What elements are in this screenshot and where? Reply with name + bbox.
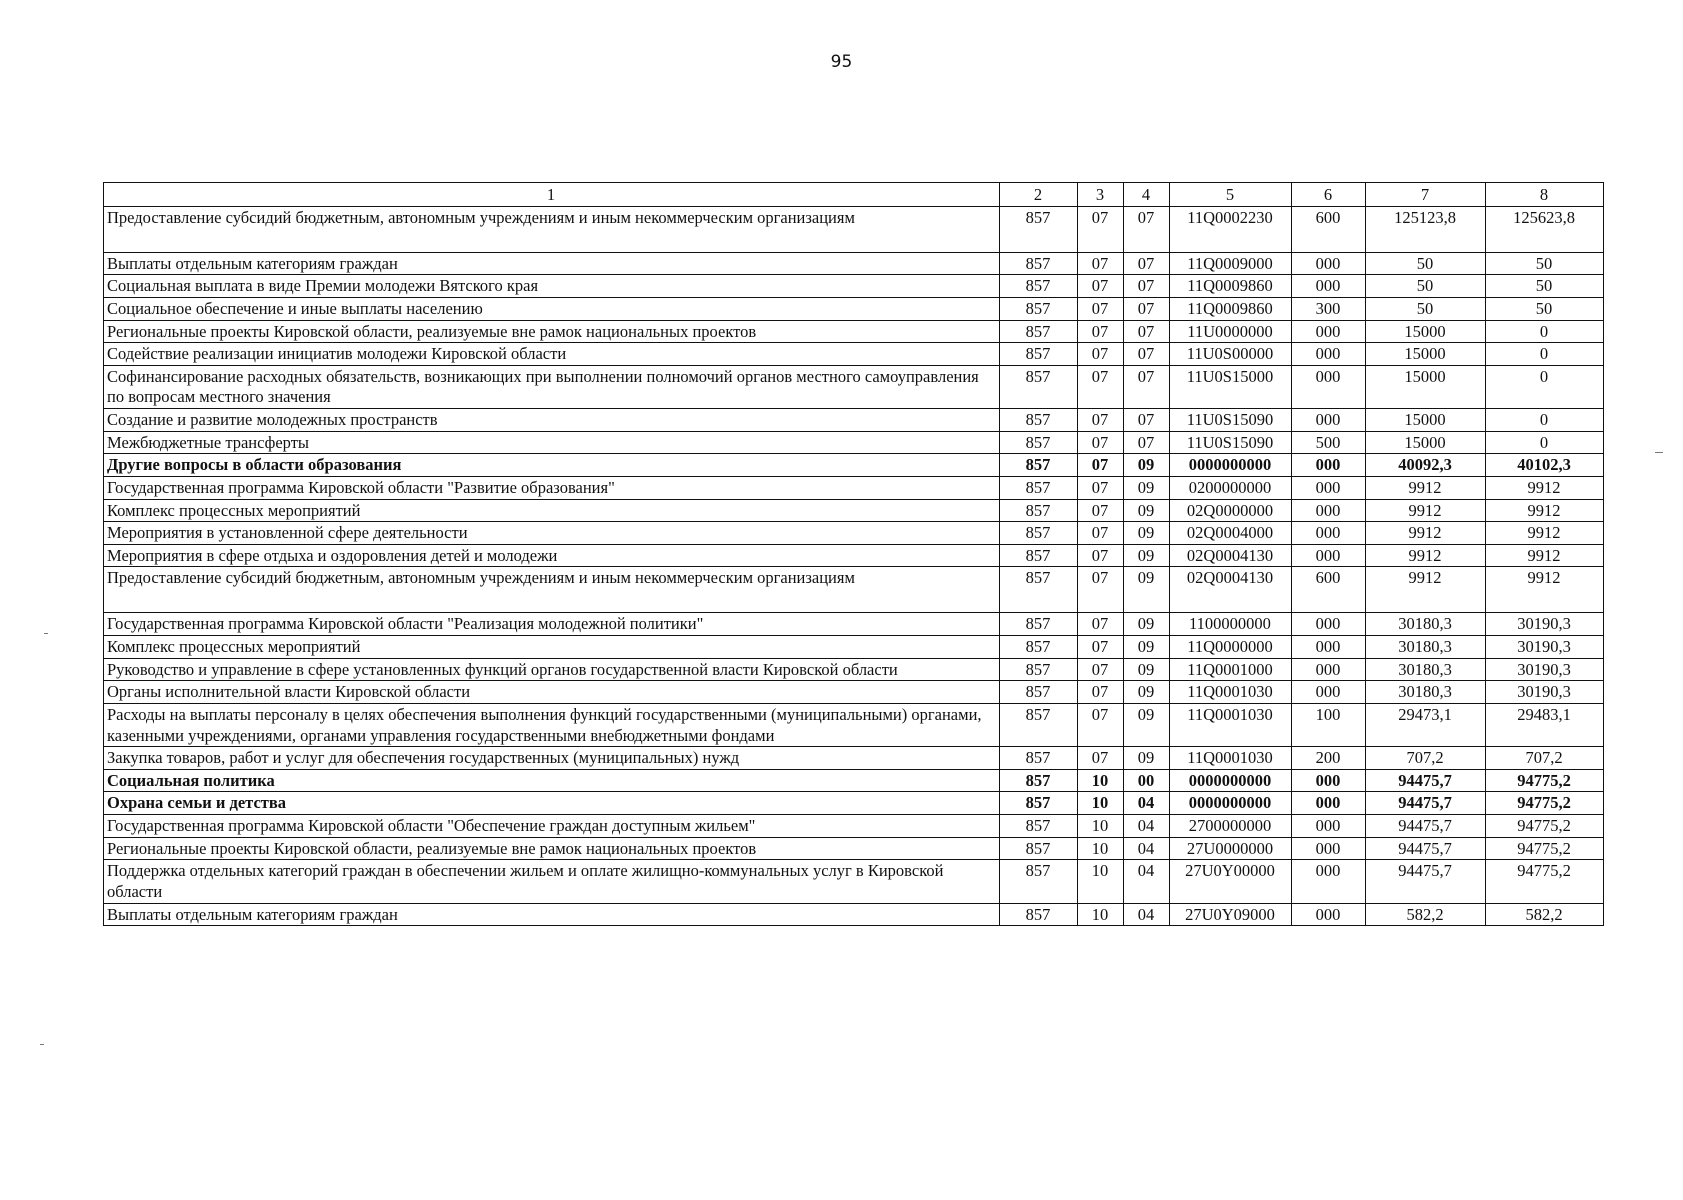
amount-year1-cell: 30180,3 [1366,636,1486,659]
row-name-cell: Региональные проекты Кировской области, реализуемые вне рамок национальных проектов [104,320,1000,343]
target-article-cell: 02Q0004000 [1170,522,1292,545]
row-name-cell: Другие вопросы в области образования [104,454,1000,477]
section-code-cell: 07 [1078,544,1124,567]
amount-year1-cell: 15000 [1366,409,1486,432]
subsection-code-cell: 07 [1124,297,1170,320]
subsection-code-cell: 07 [1124,206,1170,252]
ministry-code-cell: 857 [1000,681,1078,704]
expense-type-cell: 000 [1292,252,1366,275]
expense-type-cell: 000 [1292,613,1366,636]
amount-year1-cell: 29473,1 [1366,703,1486,746]
expense-type-cell: 000 [1292,320,1366,343]
table-row [104,454,1604,477]
subsection-code-cell: 09 [1124,544,1170,567]
expense-type-cell: 000 [1292,769,1366,792]
subsection-code-cell: 07 [1124,431,1170,454]
row-name-cell: Содействие реализации инициатив молодежи Кировской области [104,343,1000,366]
ministry-code-cell: 857 [1000,409,1078,432]
table-row [104,613,1604,636]
amount-year2-cell: 29483,1 [1486,703,1604,746]
row-name-cell: Создание и развитие молодежных пространств [104,409,1000,432]
target-article-cell: 2700000000 [1170,815,1292,838]
amount-year1-cell: 94475,7 [1366,860,1486,903]
ministry-code-cell: 857 [1000,320,1078,343]
amount-year1-cell: 15000 [1366,343,1486,366]
amount-year2-cell: 0 [1486,431,1604,454]
amount-year2-cell: 94775,2 [1486,837,1604,860]
subsection-code-cell: 04 [1124,792,1170,815]
column-header: 7 [1366,183,1486,207]
amount-year1-cell: 30180,3 [1366,658,1486,681]
table-row [104,206,1604,252]
ministry-code-cell: 857 [1000,476,1078,499]
subsection-code-cell: 04 [1124,903,1170,926]
section-code-cell: 07 [1078,747,1124,770]
amount-year2-cell: 94775,2 [1486,860,1604,903]
expense-type-cell: 000 [1292,275,1366,298]
row-name-cell: Предоставление субсидий бюджетным, автономным учреждениям и иным некоммерческим организациям [104,567,1000,613]
amount-year1-cell: 15000 [1366,431,1486,454]
amount-year1-cell: 40092,3 [1366,454,1486,477]
table-row [104,636,1604,659]
section-code-cell: 07 [1078,636,1124,659]
row-name-cell: Руководство и управление в сфере установленных функций органов государственной власти Кировской области [104,658,1000,681]
amount-year2-cell: 50 [1486,252,1604,275]
section-code-cell: 07 [1078,499,1124,522]
subsection-code-cell: 09 [1124,454,1170,477]
table-row [104,499,1604,522]
table-row [104,297,1604,320]
column-header: 6 [1292,183,1366,207]
ministry-code-cell: 857 [1000,658,1078,681]
amount-year2-cell: 94775,2 [1486,815,1604,838]
subsection-code-cell: 09 [1124,499,1170,522]
amount-year2-cell: 582,2 [1486,903,1604,926]
target-article-cell: 0000000000 [1170,792,1292,815]
table-header-row [104,183,1604,207]
expense-type-cell: 000 [1292,409,1366,432]
amount-year2-cell: 0 [1486,343,1604,366]
expense-type-cell: 000 [1292,815,1366,838]
column-header: 8 [1486,183,1604,207]
amount-year1-cell: 9912 [1366,544,1486,567]
table-row [104,703,1604,746]
ministry-code-cell: 857 [1000,297,1078,320]
table-row [104,431,1604,454]
subsection-code-cell: 07 [1124,343,1170,366]
expense-type-cell: 000 [1292,837,1366,860]
amount-year2-cell: 30190,3 [1486,636,1604,659]
amount-year2-cell: 9912 [1486,476,1604,499]
budget-table [103,182,1604,926]
subsection-code-cell: 09 [1124,567,1170,613]
amount-year2-cell: 9912 [1486,499,1604,522]
target-article-cell: 02Q0000000 [1170,499,1292,522]
column-header: 1 [104,183,1000,207]
column-header: 3 [1078,183,1124,207]
expense-type-cell: 000 [1292,454,1366,477]
ministry-code-cell: 857 [1000,499,1078,522]
section-code-cell: 10 [1078,792,1124,815]
target-article-cell: 11Q0009860 [1170,275,1292,298]
target-article-cell: 11Q0001000 [1170,658,1292,681]
row-name-cell: Социальная политика [104,769,1000,792]
section-code-cell: 07 [1078,613,1124,636]
amount-year2-cell: 94775,2 [1486,769,1604,792]
amount-year1-cell: 30180,3 [1366,613,1486,636]
target-article-cell: 11U0S15000 [1170,365,1292,408]
section-code-cell: 07 [1078,343,1124,366]
row-name-cell: Охрана семьи и детства [104,792,1000,815]
table-row [104,903,1604,926]
section-code-cell: 07 [1078,206,1124,252]
table-row [104,365,1604,408]
row-name-cell: Государственная программа Кировской области "Обеспечение граждан доступным жильем" [104,815,1000,838]
row-name-cell: Социальная выплата в виде Премии молодежи Вятского края [104,275,1000,298]
column-header: 5 [1170,183,1292,207]
section-code-cell: 07 [1078,431,1124,454]
subsection-code-cell: 04 [1124,860,1170,903]
ministry-code-cell: 857 [1000,815,1078,838]
expense-type-cell: 000 [1292,365,1366,408]
amount-year2-cell: 0 [1486,365,1604,408]
row-name-cell: Поддержка отдельных категорий граждан в обеспечении жильем и оплате жилищно-коммунальных услуг в Кировской области [104,860,1000,903]
amount-year1-cell: 50 [1366,275,1486,298]
table-row [104,815,1604,838]
section-code-cell: 07 [1078,252,1124,275]
amount-year2-cell: 30190,3 [1486,658,1604,681]
section-code-cell: 07 [1078,275,1124,298]
amount-year1-cell: 94475,7 [1366,769,1486,792]
amount-year2-cell: 0 [1486,320,1604,343]
amount-year2-cell: 9912 [1486,544,1604,567]
scan-mark [44,633,48,634]
amount-year1-cell: 94475,7 [1366,792,1486,815]
expense-type-cell: 300 [1292,297,1366,320]
ministry-code-cell: 857 [1000,206,1078,252]
section-code-cell: 07 [1078,681,1124,704]
amount-year2-cell: 40102,3 [1486,454,1604,477]
section-code-cell: 07 [1078,522,1124,545]
ministry-code-cell: 857 [1000,365,1078,408]
section-code-cell: 07 [1078,703,1124,746]
ministry-code-cell: 857 [1000,252,1078,275]
ministry-code-cell: 857 [1000,837,1078,860]
expense-type-cell: 200 [1292,747,1366,770]
scan-mark [40,1044,44,1045]
column-header: 4 [1124,183,1170,207]
section-code-cell: 07 [1078,297,1124,320]
target-article-cell: 11Q0009860 [1170,297,1292,320]
amount-year2-cell: 50 [1486,275,1604,298]
section-code-cell: 10 [1078,769,1124,792]
section-code-cell: 10 [1078,860,1124,903]
column-header: 2 [1000,183,1078,207]
expense-type-cell: 000 [1292,658,1366,681]
section-code-cell: 07 [1078,320,1124,343]
amount-year2-cell: 9912 [1486,522,1604,545]
expense-type-cell: 000 [1292,522,1366,545]
expense-type-cell: 600 [1292,567,1366,613]
expense-type-cell: 500 [1292,431,1366,454]
subsection-code-cell: 09 [1124,681,1170,704]
table-body [104,206,1604,926]
target-article-cell: 02Q0004130 [1170,544,1292,567]
target-article-cell: 0000000000 [1170,454,1292,477]
section-code-cell: 07 [1078,365,1124,408]
target-article-cell: 27U0000000 [1170,837,1292,860]
amount-year1-cell: 9912 [1366,567,1486,613]
ministry-code-cell: 857 [1000,275,1078,298]
row-name-cell: Органы исполнительной власти Кировской области [104,681,1000,704]
target-article-cell: 11Q0001030 [1170,703,1292,746]
target-article-cell: 11Q0001030 [1170,747,1292,770]
ministry-code-cell: 857 [1000,792,1078,815]
amount-year2-cell: 30190,3 [1486,681,1604,704]
table-row [104,275,1604,298]
target-article-cell: 11U0S00000 [1170,343,1292,366]
ministry-code-cell: 857 [1000,431,1078,454]
amount-year1-cell: 30180,3 [1366,681,1486,704]
section-code-cell: 07 [1078,658,1124,681]
row-name-cell: Межбюджетные трансферты [104,431,1000,454]
expense-type-cell: 000 [1292,476,1366,499]
ministry-code-cell: 857 [1000,454,1078,477]
amount-year1-cell: 15000 [1366,320,1486,343]
subsection-code-cell: 09 [1124,613,1170,636]
table-row [104,567,1604,613]
expense-type-cell: 000 [1292,860,1366,903]
ministry-code-cell: 857 [1000,703,1078,746]
row-name-cell: Мероприятия в сфере отдыха и оздоровления детей и молодежи [104,544,1000,567]
subsection-code-cell: 09 [1124,522,1170,545]
section-code-cell: 07 [1078,476,1124,499]
table-row [104,792,1604,815]
row-name-cell: Предоставление субсидий бюджетным, автономным учреждениям и иным некоммерческим организациям [104,206,1000,252]
target-article-cell: 0200000000 [1170,476,1292,499]
amount-year1-cell: 9912 [1366,476,1486,499]
row-name-cell: Выплаты отдельным категориям граждан [104,903,1000,926]
row-name-cell: Закупка товаров, работ и услуг для обеспечения государственных (муниципальных) нужд [104,747,1000,770]
subsection-code-cell: 07 [1124,320,1170,343]
table-row [104,476,1604,499]
ministry-code-cell: 857 [1000,343,1078,366]
table-row [104,409,1604,432]
table-row [104,522,1604,545]
subsection-code-cell: 07 [1124,409,1170,432]
expense-type-cell: 000 [1292,343,1366,366]
amount-year2-cell: 9912 [1486,567,1604,613]
table-row [104,769,1604,792]
section-code-cell: 07 [1078,567,1124,613]
row-name-cell: Государственная программа Кировской области "Развитие образования" [104,476,1000,499]
amount-year1-cell: 15000 [1366,365,1486,408]
section-code-cell: 07 [1078,454,1124,477]
table-row [104,658,1604,681]
target-article-cell: 0000000000 [1170,769,1292,792]
row-name-cell: Расходы на выплаты персоналу в целях обеспечения выполнения функций государственными (муниципальными) органами, казенными учреждениями, органами управления государственными внебюджетными фондами [104,703,1000,746]
scan-mark [1655,452,1663,453]
row-name-cell: Мероприятия в установленной сфере деятельности [104,522,1000,545]
ministry-code-cell: 857 [1000,613,1078,636]
expense-type-cell: 000 [1292,681,1366,704]
amount-year2-cell: 0 [1486,409,1604,432]
ministry-code-cell: 857 [1000,769,1078,792]
row-name-cell: Региональные проекты Кировской области, реализуемые вне рамок национальных проектов [104,837,1000,860]
ministry-code-cell: 857 [1000,567,1078,613]
amount-year2-cell: 50 [1486,297,1604,320]
section-code-cell: 10 [1078,815,1124,838]
amount-year1-cell: 582,2 [1366,903,1486,926]
amount-year1-cell: 707,2 [1366,747,1486,770]
amount-year1-cell: 50 [1366,252,1486,275]
expense-type-cell: 000 [1292,903,1366,926]
subsection-code-cell: 09 [1124,747,1170,770]
table-row [104,320,1604,343]
subsection-code-cell: 09 [1124,476,1170,499]
subsection-code-cell: 07 [1124,275,1170,298]
row-name-cell: Комплекс процессных мероприятий [104,636,1000,659]
target-article-cell: 11U0000000 [1170,320,1292,343]
target-article-cell: 1100000000 [1170,613,1292,636]
section-code-cell: 07 [1078,409,1124,432]
amount-year2-cell: 94775,2 [1486,792,1604,815]
amount-year2-cell: 30190,3 [1486,613,1604,636]
amount-year2-cell: 125623,8 [1486,206,1604,252]
ministry-code-cell: 857 [1000,636,1078,659]
row-name-cell: Государственная программа Кировской области "Реализация молодежной политики" [104,613,1000,636]
amount-year1-cell: 50 [1366,297,1486,320]
subsection-code-cell: 07 [1124,365,1170,408]
table-row [104,860,1604,903]
expense-type-cell: 000 [1292,499,1366,522]
amount-year2-cell: 707,2 [1486,747,1604,770]
row-name-cell: Социальное обеспечение и иные выплаты населению [104,297,1000,320]
table-row [104,681,1604,704]
subsection-code-cell: 04 [1124,815,1170,838]
section-code-cell: 10 [1078,903,1124,926]
subsection-code-cell: 09 [1124,636,1170,659]
row-name-cell: Софинансирование расходных обязательств, возникающих при выполнении полномочий органов местного самоуправления по вопросам местного значения [104,365,1000,408]
ministry-code-cell: 857 [1000,903,1078,926]
table-row [104,252,1604,275]
target-article-cell: 11Q0000000 [1170,636,1292,659]
target-article-cell: 02Q0004130 [1170,567,1292,613]
expense-type-cell: 000 [1292,544,1366,567]
row-name-cell: Комплекс процессных мероприятий [104,499,1000,522]
table-row [104,837,1604,860]
amount-year1-cell: 9912 [1366,499,1486,522]
row-name-cell: Выплаты отдельным категориям граждан [104,252,1000,275]
target-article-cell: 11Q0002230 [1170,206,1292,252]
target-article-cell: 11U0S15090 [1170,409,1292,432]
amount-year1-cell: 9912 [1366,522,1486,545]
expense-type-cell: 100 [1292,703,1366,746]
subsection-code-cell: 04 [1124,837,1170,860]
subsection-code-cell: 00 [1124,769,1170,792]
subsection-code-cell: 09 [1124,658,1170,681]
table-row [104,343,1604,366]
ministry-code-cell: 857 [1000,522,1078,545]
subsection-code-cell: 09 [1124,703,1170,746]
target-article-cell: 11Q0009000 [1170,252,1292,275]
target-article-cell: 27U0Y09000 [1170,903,1292,926]
amount-year1-cell: 94475,7 [1366,815,1486,838]
amount-year1-cell: 125123,8 [1366,206,1486,252]
expense-type-cell: 000 [1292,792,1366,815]
ministry-code-cell: 857 [1000,544,1078,567]
ministry-code-cell: 857 [1000,747,1078,770]
subsection-code-cell: 07 [1124,252,1170,275]
table-row [104,544,1604,567]
target-article-cell: 11Q0001030 [1170,681,1292,704]
table-row [104,747,1604,770]
target-article-cell: 27U0Y00000 [1170,860,1292,903]
expense-type-cell: 000 [1292,636,1366,659]
expense-type-cell: 600 [1292,206,1366,252]
amount-year1-cell: 94475,7 [1366,837,1486,860]
page-number: 95 [830,52,853,72]
ministry-code-cell: 857 [1000,860,1078,903]
target-article-cell: 11U0S15090 [1170,431,1292,454]
section-code-cell: 10 [1078,837,1124,860]
